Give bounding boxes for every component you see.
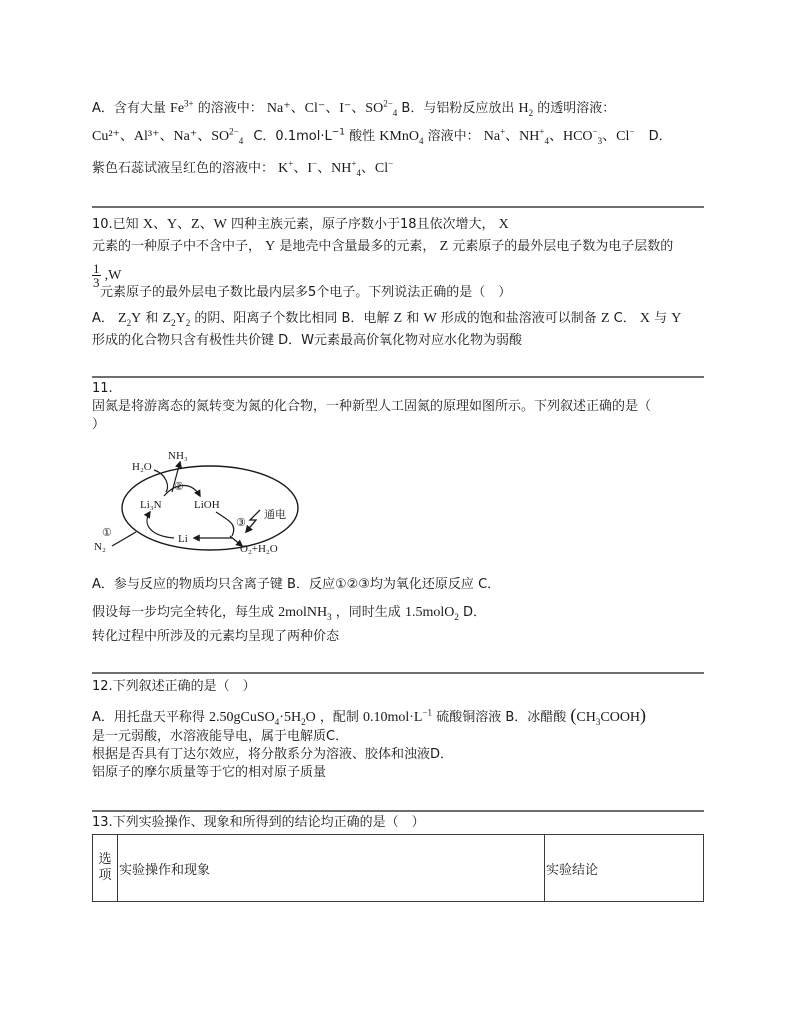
q11-options-line-3: 转化过程中所涉及的元素均呈现了两种价态 [92, 629, 340, 644]
step2-label: ② [174, 481, 184, 493]
h2o-label: H₂O [132, 461, 152, 473]
q10-line-3: 元素原子的最外层电子数比最内层多5个电子。下列说法正确的是（ ） [100, 285, 512, 300]
q11-number: 11. [92, 381, 113, 396]
separator-rule [92, 206, 704, 208]
n2-label: N₂ [94, 541, 106, 553]
one-third-fraction: $\frac{1}{3}$ [93, 261, 100, 290]
option-column-header: 选 项 [93, 835, 118, 902]
fe-ion: $Fe^{3+}$ [170, 98, 194, 116]
li3n-label: Li₃N [140, 499, 162, 511]
z2y-formula: $Z_2Y$ [118, 311, 142, 328]
o2-h2o-label: O₂+H₂O [240, 543, 278, 555]
separator-rule [92, 810, 704, 812]
nitrogen-fixation-cycle-diagram [92, 446, 322, 562]
q9-b-ions: Cu²⁺、Al³⁺、Na⁺、$SO^{2-}_4$ [92, 126, 244, 146]
q12-line-2: 是一元弱酸，水溶液能导电，属于电解质C． [92, 729, 349, 744]
concentration: $0.10mol\cdot L^{-1}$ [362, 707, 433, 725]
q9-c-label: C．$0.1mol\cdot L^{-1}$ [253, 127, 345, 144]
nh3-label: NH₃ [168, 450, 188, 462]
li-to-li3n-arrow [147, 512, 174, 538]
o2-out-arrow [230, 536, 242, 546]
q10-fraction-line: $\frac{1}{3}$ ,W [93, 261, 122, 290]
q9-d-ions: K+、I−、$NH^+_4$、Cl− [278, 158, 394, 178]
q12-line-3: 根据是否具有丁达尔效应，将分散系分为溶液、胶体和浊液D． [92, 747, 454, 762]
separator-rule [92, 376, 704, 378]
q12-line-1: A．用托盘天平称得 $2.50gCuSO_4\cdot 5H_2O$ ，配制 $0.10mol\cdot L^{-1}$ 硫酸铜溶液 B．冰醋酸 $(CH_3COOH)$ [92, 705, 647, 727]
q9-line-3: 紫色石蕊试液呈红色的溶液中： K+、I−、$NH^+_4$、Cl− [92, 158, 394, 178]
q10-line-2: 元素的一种原子中不含中子， Y 是地壳中含量最多的元素， Z 元素原子的最外层电子数为电子层数的 [92, 239, 674, 254]
power-label: 通电 [264, 509, 286, 521]
h2-formula: $H_2$ [518, 101, 534, 118]
kmno4-formula: KMnO$_4$ [379, 129, 424, 146]
acetic-acid-formula: $(CH_3COOH)$ [570, 705, 647, 727]
q11-options-line-2: 假设每一步均完全转化，每生成 2molNH$_3$ ，同时生成 1.5molO$_2$ D． [92, 605, 486, 622]
operation-column-header: 实验操作和现象 [118, 835, 545, 902]
q12-line-4: 铝原子的摩尔质量等于它的相对原子质量 [92, 765, 327, 780]
q9-line-1: A．含有大量 $Fe^{3+}$ 的溶液中： Na⁺、Cl⁻、I⁻、$SO^{2-}_4$ B．与铝粉反应放出 $H_2$ 的透明溶液： [92, 98, 616, 118]
q9-c-ions: Na+、$NH^+_4$、$HCO^-_3$、Cl− [483, 126, 635, 146]
separator-rule [92, 672, 704, 674]
step1-label: ① [102, 527, 112, 539]
li-label: Li [178, 533, 188, 545]
experiment-table [92, 834, 704, 902]
o2-amount: 1.5molO$_2$ [404, 605, 459, 622]
q12-number: 12.下列叙述正确的是（ ） [92, 679, 256, 694]
n2-in-arrow [112, 532, 136, 546]
lioh-label: LiOH [194, 499, 220, 511]
q11-options-line-1: A．参与反应的物质均只含离子键 B．反应①②③均为氧化还原反应 C． [92, 577, 501, 592]
z2y2-formula: $Z_2Y_2$ [162, 311, 191, 328]
step3-label: ③ [236, 517, 246, 529]
q9-line-2: Cu²⁺、Al³⁺、Na⁺、$SO^{2-}_4$ C．$0.1mol\cdot L^{-1}$ 酸性 KMnO$_4$ 溶液中： Na+、$NH^+_4$、$HCO^-_3$、Cl− D． [92, 126, 672, 146]
conclusion-column-header: 实验结论 [545, 835, 704, 902]
lioh-to-li-arrow [216, 512, 234, 536]
q10-options-line-2: 形成的化合物只含有极性共价键 D．W元素最高价氧化物对应水化物为弱酸 [92, 333, 523, 348]
h2o-in-arrow [154, 470, 168, 492]
cuso4-formula: $2.50gCuSO_4\cdot 5H_2O$ [209, 710, 316, 727]
q10-options-line-1: A． $Z_2Y$ 和 $Z_2Y_2$ 的阴、阳离子个数比相同 B．电解 Z 和 W 形成的饱和盐溶液可以制备 Z C． X 与 Y [92, 311, 682, 328]
nh3-amount: 2molNH$_3$ [278, 605, 332, 622]
q9-a-ions: Na⁺、Cl⁻、I⁻、$SO^{2-}_4$ [266, 98, 398, 118]
q11-stem-2: ） [92, 417, 106, 432]
q11-stem-1: 固氮是将游离态的氮转变为氮的化合物，一种新型人工固氮的原理如图所示。下列叙述正确的是（ [92, 399, 652, 414]
table-header-row [93, 835, 704, 902]
q13-number: 13.下列实验操作、现象和所得到的结论均正确的是（ ） [92, 815, 425, 830]
lightning-icon [246, 510, 260, 532]
q10-line-1: 10.已知 X、Y、Z、W 四种主族元素，原子序数小于18且依次增大， X [92, 217, 509, 232]
